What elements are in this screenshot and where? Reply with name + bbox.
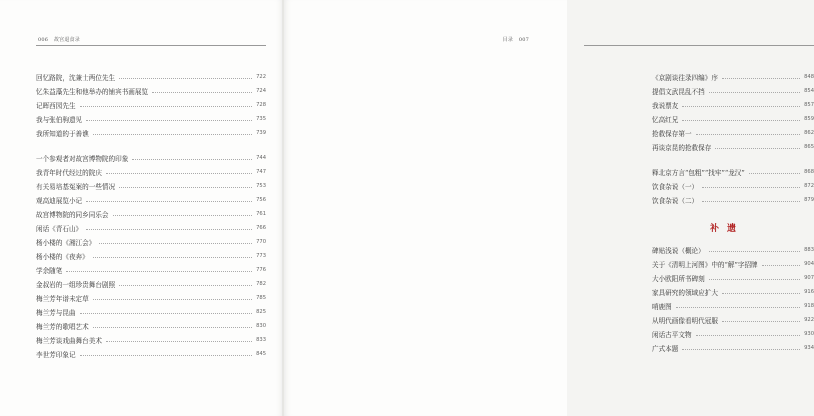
toc-entry-title: 记晖西园先生 [36, 102, 76, 110]
left-book-title: 故宫退食录 [53, 37, 80, 43]
toc-entry-title: 大小欧阳所书碑刻 [652, 275, 705, 283]
toc-entry[interactable] [652, 194, 814, 206]
toc-entry-title: 李世芳印象记 [36, 351, 76, 359]
toc-entry[interactable] [652, 300, 814, 312]
toc-entry-title: 释北京方言“包粗”“找牢”“龙汉” [652, 169, 745, 177]
toc-entry[interactable] [652, 342, 814, 354]
right-header-rule [584, 45, 814, 46]
toc-leader-dots [93, 299, 252, 300]
toc-entry-title: 碑贴浅说（概论） [652, 247, 705, 255]
toc-entry[interactable] [652, 127, 814, 139]
toc-entry-page: 776 [256, 267, 266, 273]
toc-entry-title: 关于《清明上河图》中的“解”字招牌 [652, 261, 758, 269]
toc-entry[interactable] [36, 194, 266, 206]
toc-leader-dots [682, 349, 800, 350]
toc-entry-title: 广式本题 [652, 345, 679, 353]
toc-entry-title: 梅兰芳的歌唱艺术 [36, 323, 89, 331]
toc-entry[interactable] [652, 85, 814, 97]
left-toc-list [36, 71, 266, 362]
toc-entry-page: 918 [804, 303, 814, 309]
toc-entry-title: 提倡文武昆乱不挡 [652, 88, 705, 96]
toc-entry[interactable] [36, 278, 266, 290]
toc-entry-page: 879 [804, 197, 814, 203]
toc-entry-page: 854 [804, 88, 814, 94]
toc-leader-dots [113, 215, 253, 216]
toc-entry-page: 782 [256, 281, 266, 287]
toc-entry[interactable] [36, 85, 266, 97]
toc-entry-page: 724 [256, 88, 266, 94]
toc-entry-page: 904 [804, 261, 814, 267]
toc-entry-title: 我青年时代经过的院庆 [36, 169, 102, 177]
toc-leader-dots [709, 279, 800, 280]
toc-entry-title: 忆朱益藻先生和他举办的铺宾书画展览 [36, 88, 149, 96]
toc-entry[interactable] [36, 166, 266, 178]
toc-entry[interactable] [36, 113, 266, 125]
toc-leader-dots [106, 173, 252, 174]
toc-leader-dots [702, 201, 800, 202]
toc-entry-title: 学余随笔 [36, 267, 63, 275]
toc-leader-dots [132, 159, 252, 160]
toc-entry[interactable] [652, 286, 814, 298]
toc-entry-title: 哨鹿图 [652, 303, 672, 311]
toc-entry-page: 753 [256, 183, 266, 189]
toc-leader-dots [99, 243, 252, 244]
toc-entry-title: 饮食杂说（二） [652, 197, 699, 205]
toc-leader-dots [80, 106, 253, 107]
toc-leader-dots [749, 173, 800, 174]
toc-entry-page: 848 [804, 74, 814, 80]
toc-entry-page: 916 [804, 289, 814, 295]
toc-leader-dots [66, 271, 252, 272]
toc-entry[interactable] [36, 236, 266, 248]
toc-leader-dots [152, 92, 252, 93]
toc-entry-title: 从明代画像看明代冠服 [652, 317, 718, 325]
toc-leader-dots [93, 257, 252, 258]
toc-entry-page: 857 [804, 102, 814, 108]
toc-entry-page: 770 [256, 239, 266, 245]
toc-entry-title: 梅兰芳与昆曲 [36, 309, 76, 317]
toc-leader-dots [86, 120, 252, 121]
left-header-rule [36, 45, 266, 46]
toc-entry[interactable] [36, 208, 266, 220]
toc-entry[interactable] [36, 152, 266, 164]
toc-entry-page: 785 [256, 295, 266, 301]
toc-leader-dots [119, 187, 252, 188]
toc-entry-page: 761 [256, 211, 266, 217]
toc-entry-page: 756 [256, 197, 266, 203]
toc-leader-dots [119, 78, 252, 79]
toc-leader-dots [722, 321, 800, 322]
toc-entry-title: 故宫博物院的同乡同乐会 [36, 211, 109, 219]
toc-entry[interactable] [652, 166, 814, 178]
toc-entry-title: 我与张伯驹遗见 [36, 116, 83, 124]
toc-leader-dots [702, 187, 800, 188]
toc-entry-page: 744 [256, 155, 266, 161]
toc-entry-title: 我所知道的于善谯 [36, 130, 89, 138]
toc-entry[interactable] [652, 99, 814, 111]
toc-entry-page: 728 [256, 102, 266, 108]
toc-entry[interactable] [652, 244, 814, 256]
toc-entry-page: 868 [804, 169, 814, 175]
toc-entry[interactable] [36, 99, 266, 111]
toc-entry-page: 739 [256, 130, 266, 136]
toc-leader-dots [80, 355, 253, 356]
toc-entry[interactable] [652, 314, 814, 326]
toc-entry-page: 922 [804, 317, 814, 323]
toc-leader-dots [696, 335, 801, 336]
toc-entry[interactable] [36, 348, 266, 360]
toc-entry[interactable] [36, 306, 266, 318]
toc-entry-page: 766 [256, 225, 266, 231]
toc-entry-title: 家具研究的领域应扩大 [652, 289, 718, 297]
toc-entry-page: 735 [256, 116, 266, 122]
toc-entry-page: 930 [804, 331, 814, 337]
toc-entry-title: 再谈京昆的抢救保存 [652, 144, 712, 152]
toc-entry-page: 883 [804, 247, 814, 253]
toc-entry-page: 830 [256, 323, 266, 329]
toc-leader-dots [93, 134, 252, 135]
toc-entry-title: 杨小楼的《湘江会》 [36, 239, 96, 247]
toc-entry-page: 865 [804, 144, 814, 150]
toc-entry-title: 抢救保存第一 [652, 130, 692, 138]
toc-entry-title: 闲话古平文物 [652, 331, 692, 339]
toc-entry[interactable] [652, 328, 814, 340]
toc-entry-title: 闲话《青石山》 [36, 225, 83, 233]
left-running-header [38, 36, 80, 43]
toc-entry-page: 773 [256, 253, 266, 259]
toc-leader-dots [676, 307, 800, 308]
toc-entry-page: 722 [256, 74, 266, 80]
toc-leader-dots [722, 293, 800, 294]
toc-entry-page: 747 [256, 169, 266, 175]
toc-entry-title: 忆高红兄 [652, 116, 679, 124]
toc-leader-dots [715, 148, 800, 149]
right-section-title: 目录 [502, 37, 514, 43]
right-page [284, 0, 814, 416]
toc-entry[interactable] [36, 292, 266, 304]
toc-entry-title: 饮食杂说（一） [652, 183, 699, 191]
toc-leader-dots [682, 120, 800, 121]
toc-entry-page: 825 [256, 309, 266, 315]
toc-entry-title: 回忆路院，沈兼士两位先生 [36, 74, 116, 82]
supplement-heading: 补遗 [710, 224, 745, 234]
toc-entry-page: 833 [256, 337, 266, 343]
toc-entry[interactable] [652, 180, 814, 192]
toc-leader-dots [709, 92, 800, 93]
toc-leader-dots [86, 201, 252, 202]
toc-entry-title: 梅兰芳年谱未定草 [36, 295, 89, 303]
toc-leader-dots [682, 106, 800, 107]
toc-leader-dots [762, 265, 800, 266]
toc-entry-page: 934 [804, 345, 814, 351]
toc-entry-title: 梅兰芳谈戏曲舞台美术 [36, 337, 102, 345]
toc-entry[interactable] [36, 334, 266, 346]
toc-entry[interactable] [652, 71, 814, 83]
right-toc-list [652, 71, 814, 356]
toc-entry-title: 观高迪展览小记 [36, 197, 83, 205]
toc-entry-title: 金叔岩的一组珍贵舞台剧照 [36, 281, 116, 289]
toc-leader-dots [86, 229, 252, 230]
toc-leader-dots [80, 313, 253, 314]
right-running-header [503, 36, 529, 43]
toc-entry-page: 872 [804, 183, 814, 189]
toc-leader-dots [119, 285, 252, 286]
toc-entry-page: 907 [804, 275, 814, 281]
right-page-number: 007 [518, 37, 529, 43]
toc-entry[interactable] [652, 113, 814, 125]
toc-entry-page: 845 [256, 351, 266, 357]
toc-entry-page: 862 [804, 130, 814, 136]
toc-leader-dots [722, 78, 800, 79]
toc-entry[interactable] [652, 272, 814, 284]
toc-entry[interactable] [652, 141, 814, 153]
toc-entry-page: 859 [804, 116, 814, 122]
left-page-number: 006 [38, 37, 49, 43]
toc-leader-dots [709, 251, 800, 252]
toc-leader-dots [106, 341, 252, 342]
toc-leader-dots [93, 327, 252, 328]
toc-entry[interactable] [36, 264, 266, 276]
toc-entry[interactable] [36, 222, 266, 234]
toc-entry[interactable] [652, 258, 814, 270]
toc-entry-title: 我说票友 [652, 102, 679, 110]
toc-entry-title: 《京剧谈往录四编》序 [652, 74, 718, 82]
toc-entry[interactable] [36, 250, 266, 262]
toc-entry-title: 有关易培基冤案的一些情况 [36, 183, 116, 191]
toc-entry-title: 杨小楼的《夜奔》 [36, 253, 89, 261]
toc-entry[interactable] [36, 71, 266, 83]
toc-entry[interactable] [36, 320, 266, 332]
toc-entry[interactable] [36, 127, 266, 139]
left-page [0, 0, 283, 416]
toc-leader-dots [696, 134, 801, 135]
toc-entry-title: 一个参观者对故宫博物院的印象 [36, 155, 129, 163]
toc-entry[interactable] [36, 180, 266, 192]
